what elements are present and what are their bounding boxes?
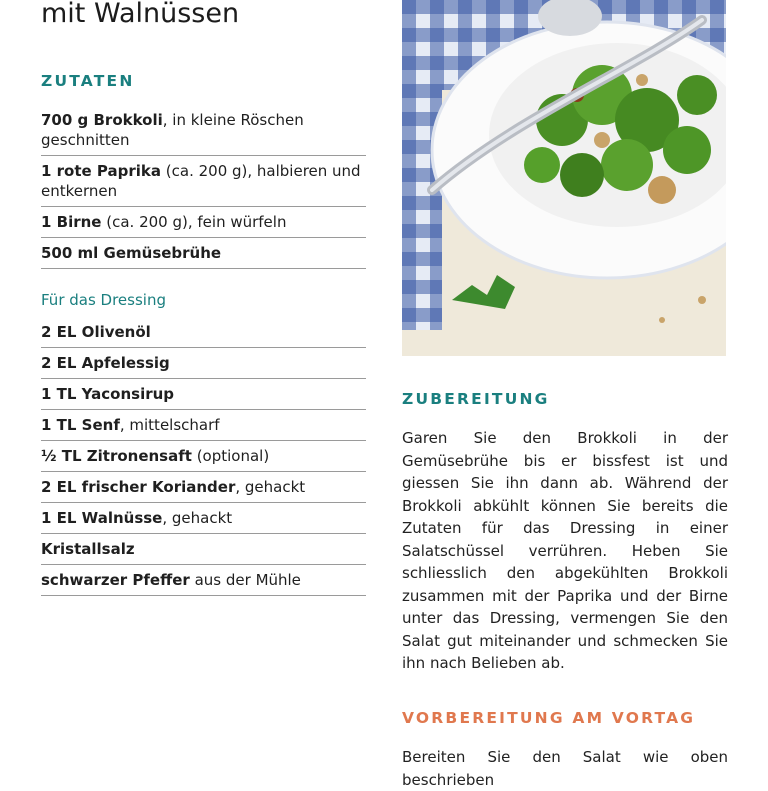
dressing-item [41,441,366,472]
day-before-text: Bereiten Sie den Salat wie oben beschrieben [402,748,728,789]
ingredient-amount: 1 TL Senf [41,416,120,434]
day-before-heading: VORBEREITUNG AM VORTAG [402,709,696,727]
dressing-item [41,410,366,441]
dressing-item [41,348,366,379]
ingredient-note: (ca. 200 g), fein würfeln [101,213,287,231]
dressing-item [41,472,366,503]
ingredient-item [41,105,366,156]
ingredient-amount: Kristallsalz [41,540,135,558]
ingredient-note: (optional) [191,447,270,465]
ingredient-note: , gehackt [162,509,233,527]
ingredient-amount: 500 ml Gemüsebrühe [41,244,222,262]
dressing-item [41,379,366,410]
dressing-list [41,317,366,596]
ingredient-amount: 1 TL Yaconsirup [41,385,175,403]
ingredient-amount: 700 g Brokkoli [41,111,163,129]
ingredient-amount: 1 rote Paprika [41,162,162,180]
ingredient-note: , mittelscharf [119,416,220,434]
ingredient-note: , in kleine Röschen geschnitten [41,111,304,149]
preparation-text: Garen Sie den Brokkoli in der Gemüsebrühe bis er bissfest ist und giessen Sie ihn dann ab. Während der Brokkoli abkühlt können Sie bereits die Zutaten für das Dressing in einer Salatschüssel verrühren. Heben Sie schliesslich den abgekühlten Brokkoli zusammen mit der Paprika und der Birne unter das Dressing, vermengen Sie den Salat gut miteinander und schmecken Sie ihn nach Belieben ab. [402,429,728,672]
dressing-item [41,534,366,565]
ingredient-note: , gehackt [235,478,306,496]
ingredient-note: aus der Mühle [189,571,301,589]
ingredient-note: (ca. 200 g), halbieren und entkernen [41,162,361,200]
ingredient-amount: schwarzer Pfeffer [41,571,190,589]
preparation-heading: ZUBEREITUNG [402,390,550,408]
ingredients-heading: ZUTATEN [41,72,135,90]
dressing-item [41,503,366,534]
ingredient-item [41,238,366,269]
ingredient-amount: ½ TL Zitronensaft [41,447,192,465]
ingredient-amount: 2 EL Apfelessig [41,354,170,372]
ingredient-item [41,156,366,207]
page-title: mit Walnüssen [41,0,240,29]
ingredients-list [41,105,366,269]
dressing-heading: Für das Dressing [41,291,166,309]
dressing-item [41,317,366,348]
dressing-item [41,565,366,596]
ingredient-amount: 1 Birne [41,213,102,231]
broccoli-salad-photo [402,0,726,356]
ingredient-amount: 2 EL frischer Koriander [41,478,236,496]
ingredient-amount: 1 EL Walnüsse [41,509,163,527]
ingredient-amount: 2 EL Olivenöl [41,323,151,341]
ingredient-item [41,207,366,238]
